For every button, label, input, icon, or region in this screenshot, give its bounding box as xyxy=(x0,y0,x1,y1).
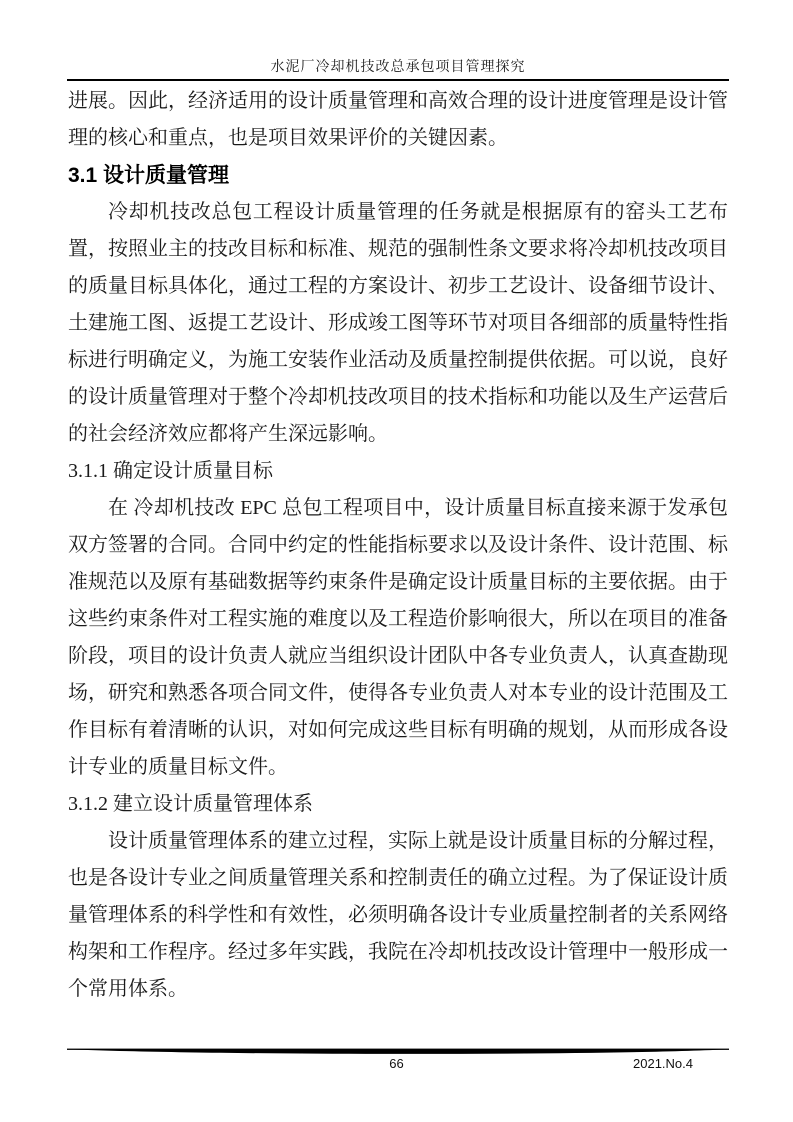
paragraph-3-1-2: 设计质量管理体系的建立过程，实际上就是设计质量目标的分解过程，也是各设计专业之间质量管理关系和控制责任的确立过程。为了保证设计质量管理体系的科学性和有效性，必须明确各设计专业质量控制者的关系网络构架和工作程序。经过多年实践，我院在冷却机技改设计管理中一般形成一个常用体系。 xyxy=(68,830,728,1000)
page-body xyxy=(68,83,728,1008)
journal-issue-label: 2021.No.4 xyxy=(633,1056,693,1071)
page-number: 66 xyxy=(389,1056,404,1071)
section-heading-3-1: 3.1 设计质量管理 xyxy=(68,164,230,187)
subsection-heading-3-1-1: 3.1.1 确定设计质量目标 xyxy=(68,460,273,482)
paragraph-continued: 进展。因此，经济适用的设计质量管理和高效合理的设计进度管理是设计管理的核心和重点，也是项目效果评价的关键因素。 xyxy=(68,90,728,149)
header-rule xyxy=(67,79,729,81)
footer-divider-rule xyxy=(67,1047,729,1056)
subsection-heading-3-1-2: 3.1.2 建立设计质量管理体系 xyxy=(68,793,313,815)
paragraph-3-1: 冷却机技改总包工程设计质量管理的任务就是根据原有的窑头工艺布置，按照业主的技改目标和标准、规范的强制性条文要求将冷却机技改项目的质量目标具体化，通过工程的方案设计、初步工艺设计、设备细节设计、土建施工图、返提工艺设计、形成竣工图等环节对项目各细部的质量特性指标进行明确定义，为施工安装作业活动及质量控制提供依据。可以说，良好的设计质量管理对于整个冷却机技改项目的技术指标和功能以及生产运营后的社会经济效应都将产生深远影响。 xyxy=(68,201,728,445)
paragraph-3-1-1: 在 冷却机技改 EPC 总包工程项目中，设计质量目标直接来源于发承包双方签署的合同。合同中约定的性能指标要求以及设计条件、设计范围、标准规范以及原有基础数据等约束条件是确定设计质量目标的主要依据。由于这些约束条件对工程实施的难度以及工程造价影响很大，所以在项目的准备阶段，项目的设计负责人就应当组织设计团队中各专业负责人，认真查勘现场，研究和熟悉各项合同文件，使得各专业负责人对本专业的设计范围及工作目标有着清晰的认识，对如何完成这些目标有明确的规划，从而形成各设计专业的质量目标文件。 xyxy=(68,497,728,778)
running-header-title: 水泥厂冷却机技改总承包项目管理探究 xyxy=(270,60,526,75)
